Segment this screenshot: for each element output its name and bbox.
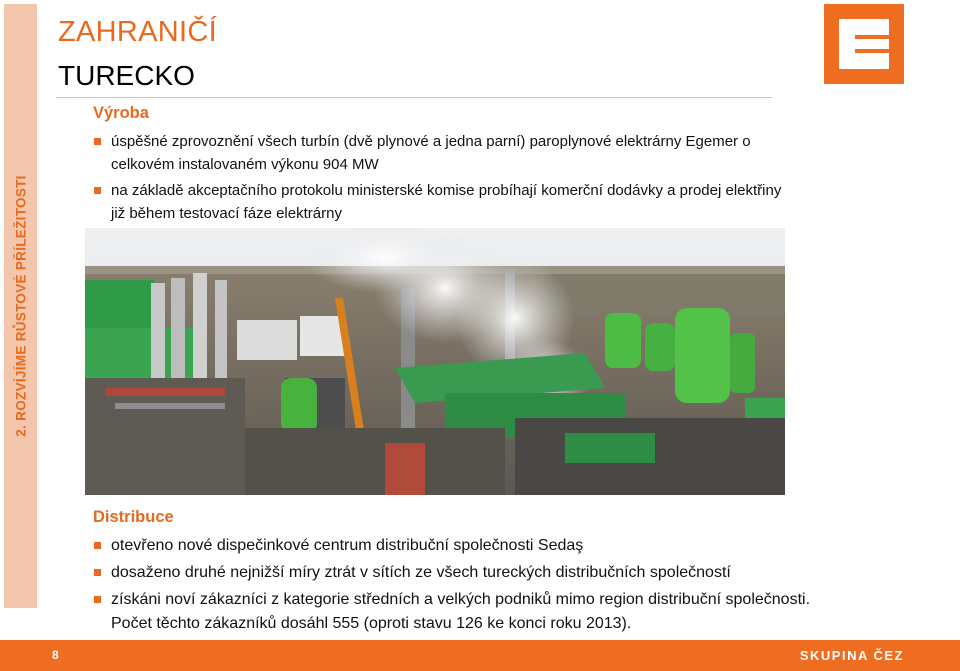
- footer-bar: [0, 640, 960, 671]
- square-bullet-icon: [94, 542, 101, 549]
- list-item: [93, 561, 853, 585]
- list-item: [93, 534, 853, 558]
- brand-name: SKUPINA ČEZ: [799, 648, 904, 663]
- sidebar-band: [4, 4, 37, 608]
- list-item-text: na základě akceptačního protokolu ministerské komise probíhají komerční dodávky a prodej elektřiny již během testovací fáze elektrárny: [111, 182, 782, 222]
- list-item-text: získáni noví zákazníci z kategorie středních a velkých podniků mimo region distribuční společnosti. Počet těchto zákazníků dosáhl 555 (oproti stavu 126 ke konci roku 2013).: [111, 591, 811, 632]
- list-item-text: dosaženo druhé nejnižší míry ztrát v sítích ze všech tureckých distribučních společností: [111, 564, 731, 581]
- square-bullet-icon: [94, 187, 101, 194]
- distribuce-heading: Distribuce: [93, 508, 174, 526]
- list-item-text: otevřeno nové dispečinkové centrum distribuční společnosti Sedaş: [111, 537, 584, 554]
- list-item: [93, 179, 793, 225]
- vyroba-list: [93, 130, 793, 228]
- square-bullet-icon: [94, 569, 101, 576]
- distribuce-list: [93, 534, 853, 639]
- list-item: [93, 130, 793, 176]
- sidebar-section-label: 2. ROZVÍJÍME RŮSTOVÉ PŘÍLEŽITOSTI: [13, 175, 28, 437]
- list-item-text: úspěšné zprovoznění všech turbín (dvě plynové a jedna parní) paroplynové elektrárny Egemer o celkovém instalovaném výkonu 904 MW: [111, 133, 751, 173]
- list-item: [93, 588, 853, 636]
- page-title: ZAHRANIČÍ: [58, 16, 217, 48]
- vyroba-heading: Výroba: [93, 104, 149, 122]
- page-subtitle: TURECKO: [58, 60, 195, 91]
- square-bullet-icon: [94, 596, 101, 603]
- cez-logo-icon: [824, 4, 904, 84]
- title-divider: [56, 97, 772, 98]
- square-bullet-icon: [94, 138, 101, 145]
- power-plant-photo: [85, 228, 785, 495]
- page-number: 8: [52, 648, 59, 662]
